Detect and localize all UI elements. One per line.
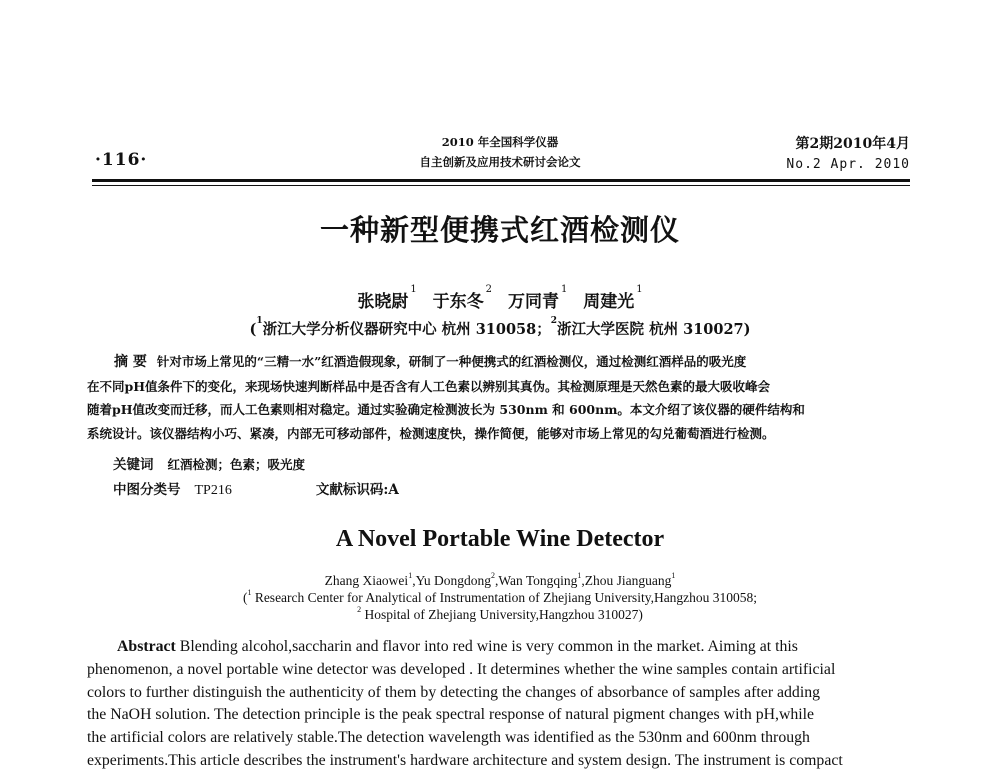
conference-subtitle: 自主创新及应用技术研讨会论文 <box>419 155 581 169</box>
abstract-en <box>87 636 915 773</box>
document-code-label: 文献标识码: <box>315 482 389 498</box>
author-list-en: Zhang Xiaowei$^1$,Yu Dongdong$^2$,Wan Tongqing$^1$,Zhou Jianguang$^1$ <box>324 571 676 588</box>
author-affil-mark: 1 <box>410 284 417 295</box>
classification-code: TP216 <box>194 483 232 498</box>
abstract-cn-line <box>87 350 912 375</box>
abstract-en-text: Blending alcohol,saccharin and flavor into red wine is very common in the market. Aiming at this <box>179 638 798 655</box>
author-cn <box>357 284 417 312</box>
page-number: ·116· <box>95 150 148 170</box>
abstract-heading-cn: 摘 要 <box>114 354 147 370</box>
abstract-en-line: colors to further distinguish the authenticity of them by detecting the changes of absorbance of samples after adding <box>87 683 821 701</box>
author-affil-mark: 1 <box>636 284 643 295</box>
author-name: 于东冬 <box>432 292 484 312</box>
affil-mark-1: 1 <box>256 316 263 326</box>
author-name: 万同青 <box>507 292 559 312</box>
author-cn <box>583 284 643 312</box>
affil-open-paren: ( <box>249 321 257 338</box>
author-name: 周建光 <box>583 292 635 312</box>
issue-date-en: No.2 Apr. 2010 <box>786 157 910 172</box>
keywords-text: 红酒检测；色素；吸光度 <box>167 457 306 472</box>
author-affil-mark: 2 <box>485 284 493 295</box>
author-en <box>325 573 413 588</box>
author-name: Zhang Xiaowei <box>324 573 409 588</box>
header-rule-thin <box>92 185 910 186</box>
abstract-cn-line: 在不同pH值条件下的变化，来现场快速判断样品中是否含有人工色素以辨别其真伪。其检测原理是天然色素的最大吸收峰会 <box>87 378 771 394</box>
abstract-cn <box>87 350 912 445</box>
affil-open-paren: ( <box>242 590 248 605</box>
author-en <box>498 573 581 588</box>
affil-mark-1: 1 <box>247 588 252 597</box>
author-list-cn <box>0 284 1000 312</box>
classification-row <box>113 478 399 499</box>
affiliation-en-2 <box>0 607 1000 623</box>
abstract-en-line: the artificial colors are relatively stable.The detection wavelength was identified as the 530nm and 600nm through <box>87 729 810 747</box>
author-name: 张晓尉 <box>357 292 409 312</box>
classification-label: 中图分类号 <box>113 482 181 498</box>
abstract-en-line: the NaOH solution. The detection principle is the peak spectral response of natural pigment changes with pH,while <box>87 706 815 724</box>
author-name: Zhou Jianguang <box>584 573 672 588</box>
author-name: Wan Tongqing <box>498 573 578 588</box>
affil-text-1: 浙江大学分析仪器研究中心 杭州 310058； <box>262 321 551 338</box>
affil-mark-2: 2 <box>357 605 362 614</box>
abstract-en-line <box>87 636 915 659</box>
affil-mark-2: 2 <box>550 316 558 326</box>
abstract-cn-text: 针对市场上常见的“三精一水”红酒造假现象，研制了一种便携式的红酒检测仪，通过检测红酒样品的吸光度 <box>156 354 747 369</box>
affil-text-1: Research Center for Analytical of Instrumentation of Zhejiang University,Hangzhou 310058; <box>254 590 758 605</box>
author-affil-mark: 2 <box>490 571 495 580</box>
author-affil-mark: 1 <box>408 571 413 580</box>
header-rule-thick <box>92 179 910 182</box>
author-name: Yu Dongdong <box>415 573 491 588</box>
issue-date-cn: 第2期2010年4月 <box>795 136 910 152</box>
author-en <box>585 573 676 588</box>
affil-text-2: 浙江大学医院 杭州 310027) <box>557 321 751 338</box>
abstract-en-line: phenomenon, a novel portable wine detector was developed . It determines whether the wine samples contain artificial <box>87 660 836 678</box>
document-code: A <box>388 482 399 498</box>
keywords-row-cn <box>113 453 305 473</box>
keywords-label: 关键词 <box>113 457 154 473</box>
affil-text-2: Hospital of Zhejiang University,Hangzhou 310027) <box>364 607 643 622</box>
abstract-cn-line: 系统设计。该仪器结构小巧、紧凑，内部无可移动部件，检测速度快，操作简便，能够对市场上常见的勾兑葡萄酒进行检测。 <box>87 425 775 441</box>
author-affil-mark: 1 <box>577 571 582 580</box>
author-cn <box>507 284 568 312</box>
paper-title-cn: 一种新型便携式红酒检测仪 <box>319 213 680 247</box>
abstract-cn-line: 随着pH值改变而迁移，而人工色素则相对稳定。通过实验确定检测波长为 530nm 和 600nm。本文介绍了该仪器的硬件结构和 <box>87 402 805 418</box>
abstract-heading-en: Abstract <box>117 638 176 655</box>
affiliation-cn <box>0 318 1000 339</box>
author-affil-mark: 1 <box>560 284 568 295</box>
abstract-en-line: experiments.This article describes the instrument's hardware architecture and system design. The instrument is compact <box>87 751 843 769</box>
paper-title-en: A Novel Portable Wine Detector <box>335 526 665 552</box>
affiliation-en-1 <box>0 590 1000 606</box>
author-affil-mark: 1 <box>671 571 676 580</box>
author-en <box>416 573 495 588</box>
conference-title: 2010 年全国科学仪器 <box>441 135 559 149</box>
author-cn <box>432 284 493 312</box>
